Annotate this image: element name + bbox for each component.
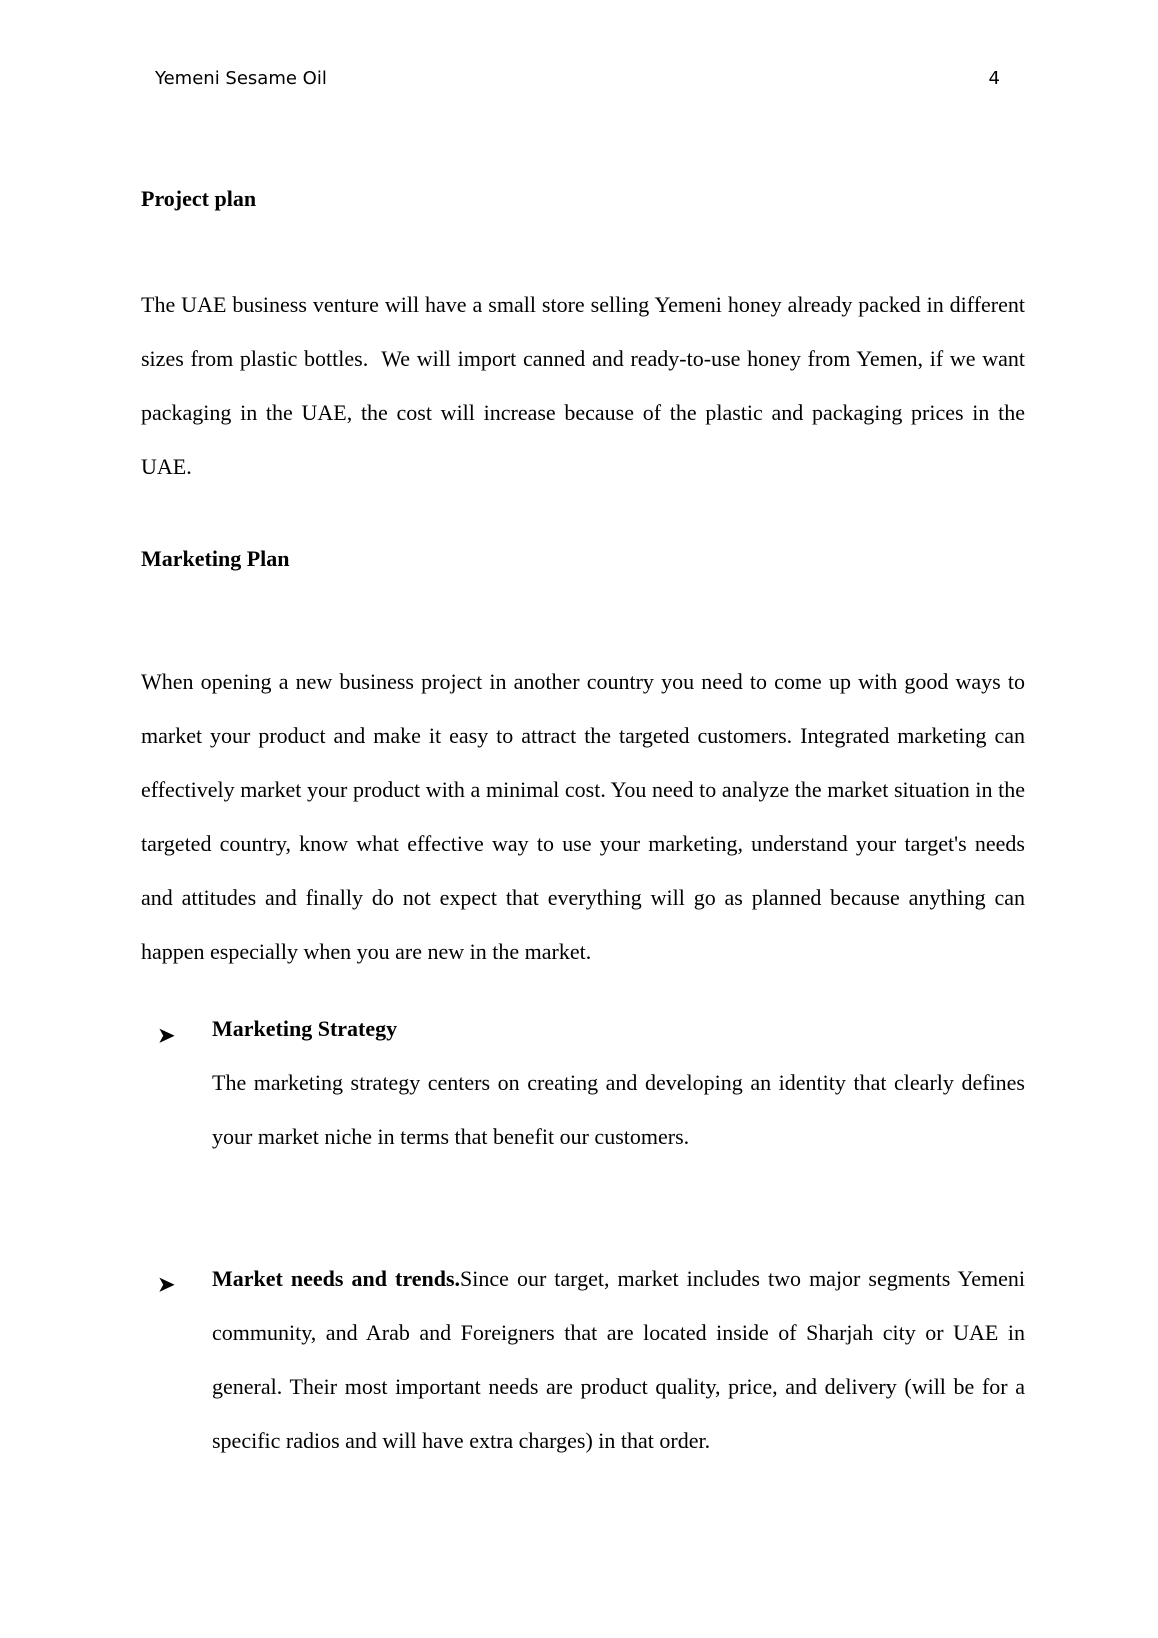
marketing-plan-paragraph: When opening a new business project in another country you need to come up with good ways to market your product and make it easy to attract the targeted customers. Integrated marketing can effectively market your product with a minimal cost. You need to analyze the market situation in the targeted country, know what effective way to use your marketing, understand your target's needs and attitudes and finally do not expect that everything will go as planned because anything can happen especially when you are new in the market. — [141, 669, 1025, 964]
page-number: 4 — [988, 68, 1000, 89]
bullet-title: Market needs and trends. — [212, 1266, 461, 1291]
arrow-bullet-icon: ➤ — [158, 1274, 175, 1296]
bullet-item-marketing-strategy — [212, 1002, 1025, 1164]
bullet-item-market-needs — [212, 1252, 1025, 1468]
project-plan-heading: Project plan — [141, 186, 257, 211]
header-title: Yemeni Sesame Oil — [155, 68, 327, 89]
bullet-body: The marketing strategy centers on creating and developing an identity that clearly defines your market niche in terms that benefit our customers. — [212, 1070, 1025, 1149]
project-plan-paragraph: The UAE business venture will have a small store selling Yemeni honey already packed in different sizes from plastic bottles. We will import canned and ready-to-use honey from Yemen, if we want packaging in the UAE, the cost will increase because of the plastic and packaging prices in the UAE. — [141, 292, 1025, 479]
page-header — [155, 68, 1000, 96]
bullet-body: Since our target, market includes two major segments Yemeni community, and Arab and Foreigners that are located inside of Sharjah city or UAE in general. Their most important needs are product quality, price, and delivery (will be for a specific radios and will have extra charges) in that order. — [212, 1266, 1025, 1453]
arrow-bullet-icon: ➤ — [158, 1025, 175, 1047]
marketing-plan-heading: Marketing Plan — [141, 546, 290, 571]
bullet-title: Marketing Strategy — [212, 1016, 398, 1041]
